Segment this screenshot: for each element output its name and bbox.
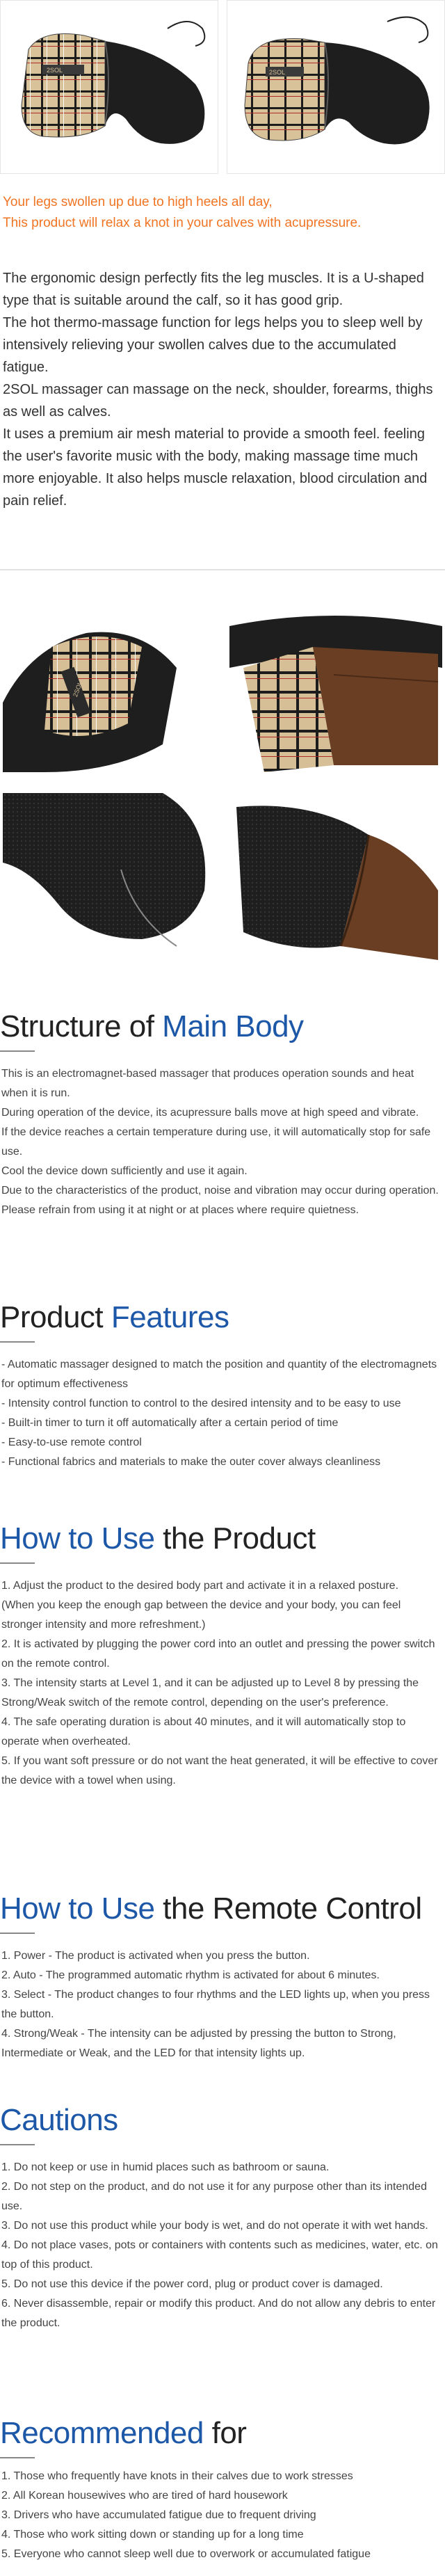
- body-line: 1. Do not keep or use in humid places such as bathroom or sauna.: [1, 2161, 330, 2173]
- body-line: 4. Those who work sitting down or standing up for a long time: [1, 2529, 304, 2541]
- body-line: If the device reaches a certain temperature during use, it will automatically stop for safe use.: [1, 1126, 431, 1158]
- title-plain: for: [203, 2416, 247, 2450]
- intro-paragraph: The hot thermo-massage function for legs helps you to sleep well by intensively relieving your swollen calves due to the accumulated fatigue.: [3, 315, 423, 375]
- divider: [0, 569, 445, 570]
- title-underline: [0, 2457, 35, 2458]
- section-title: [0, 2414, 445, 2453]
- section-body: [0, 1576, 439, 1791]
- intro-text: [3, 267, 439, 512]
- body-line: 5. Everyone who cannot sleep well due to overwork or accumulated fatigue: [1, 2548, 371, 2560]
- section-body: [0, 1064, 439, 1220]
- title-highlight: Recommended: [0, 2416, 204, 2450]
- body-line: 5. If you want soft pressure or do not want the heat generated, it will be effective to cover the device with a towel when using.: [1, 1755, 438, 1786]
- title-plain: the Product: [154, 1521, 316, 1555]
- section-title: [0, 1298, 445, 1337]
- section-structure: [0, 1007, 445, 1220]
- body-line: 3. The intensity starts at Level 1, and it can be adjusted up to Level 8 by pressing the Strong/Weak switch of the remote control, depending on the user's preference.: [1, 1677, 419, 1709]
- body-line: 2. Auto - The programmed automatic rhythm is activated for about 6 minutes.: [1, 1969, 380, 1981]
- svg-text:2SOL: 2SOL: [72, 680, 84, 698]
- body-line: 2. Do not step on the product, and do not use it for any purpose other than its intended use.: [1, 2181, 427, 2212]
- massager-closeup-image: [3, 605, 216, 772]
- title-highlight: How to Use: [0, 1891, 155, 1926]
- gallery-image-mesh-black: [3, 793, 216, 960]
- section-recommended: [0, 2414, 445, 2564]
- top-product-photos: [0, 0, 445, 188]
- body-line: 3. Do not use this product while your body is wet, and do not operate it with wet hands.: [1, 2220, 428, 2232]
- product-photo-angle: [227, 0, 445, 174]
- intro-paragraph: 2SOL massager can massage on the neck, shoulder, forearms, thighs as well as calves.: [3, 382, 433, 419]
- detail-photo-gallery: [0, 605, 445, 967]
- body-line: 3. Drivers who have accumulated fatigue due to frequent driving: [1, 2509, 316, 2521]
- tagline-line: This product will relax a knot in your calves with acupressure.: [3, 216, 362, 230]
- gallery-image-plaid-side: [3, 605, 216, 772]
- intro-paragraph: The ergonomic design perfectly fits the leg muscles. It is a U-shaped type that is suitable around the calf, so it has good grip.: [3, 271, 424, 308]
- title-highlight: Features: [111, 1300, 229, 1334]
- body-line: 5. Do not use this device if the power cord, plug or product cover is damaged.: [1, 2278, 383, 2290]
- title-underline: [0, 1341, 35, 1343]
- body-line: - Functional fabrics and materials to make the outer cover always cleanliness: [1, 1456, 381, 1468]
- body-line: Due to the characteristics of the product, noise and vibration may occur during operation. Please refrain from using it at night or at places where require quietness.: [1, 1185, 439, 1216]
- body-line: 3. Select - The product changes to four rhythms and the LED lights up, when you press the button.: [1, 1989, 430, 2020]
- title-plain: Structure of: [0, 1009, 163, 1043]
- body-line: 1. Those who frequently have knots in their calves due to work stresses: [1, 2470, 353, 2482]
- product-photo-front: [0, 0, 218, 174]
- section-title: [0, 1889, 445, 1928]
- tagline-line: Your legs swollen up due to high heels all day,: [3, 195, 273, 209]
- title-highlight: How to Use: [0, 1521, 155, 1555]
- title-underline: [0, 1933, 35, 1934]
- tagline: [3, 192, 442, 234]
- body-line: During operation of the device, its acupressure balls move at high speed and vibrate.: [1, 1107, 419, 1119]
- body-line: 4. Strong/Weak - The intensity can be adjusted by pressing the button to Strong, Intermediate or Weak, and the LED for that intensity lights up.: [1, 2028, 396, 2059]
- body-line: - Easy-to-use remote control: [1, 1437, 142, 1448]
- body-line: Cool the device down sufficiently and use it again.: [1, 1165, 248, 1177]
- section-body: [0, 2158, 439, 2333]
- massager-image-front: [1, 1, 218, 173]
- section-features: [0, 1298, 445, 1472]
- body-line: 1. Adjust the product to the desired body part and activate it in a relaxed posture.: [1, 1580, 399, 1592]
- section-how-to-use-remote: [0, 1889, 445, 2063]
- title-underline: [0, 1562, 35, 1564]
- body-line: 2. It is activated by plugging the power cord into an outlet and pressing the power switch on the remote control.: [1, 1638, 435, 1670]
- body-line: 4. Do not place vases, pots or containers with contents such as medicines, water, etc. on top of this product.: [1, 2239, 438, 2271]
- body-line: This is an electromagnet-based massager that produces operation sounds and heat when it is run.: [1, 1068, 414, 1099]
- body-line: 2. All Korean housewives who are tired of hard housework: [1, 2490, 288, 2502]
- section-cautions: [0, 2101, 445, 2333]
- intro-paragraph: It uses a premium air mesh material to provide a smooth feel. feeling the user's favorite music with the body, making massage time much more enjoyable. It also helps muscle relaxation, blood circulation and pain relief.: [3, 426, 428, 509]
- body-line: 1. Power - The product is activated when you press the button.: [1, 1950, 310, 1962]
- body-line: - Automatic massager designed to match the position and quantity of the electromagnets for optimum effectiveness: [1, 1359, 437, 1390]
- body-line: - Built-in timer to turn it off automatically after a certain period of time: [1, 1417, 339, 1429]
- title-plain: the Remote Control: [154, 1891, 422, 1926]
- title-underline: [0, 2144, 35, 2145]
- massager-closeup-image: [229, 793, 442, 960]
- section-body: [0, 1946, 439, 2063]
- svg-text:2SOL: 2SOL: [47, 67, 63, 74]
- massager-closeup-image: [229, 605, 442, 772]
- title-plain: Product: [0, 1300, 111, 1334]
- title-underline: [0, 1050, 35, 1052]
- section-title: [0, 1519, 445, 1558]
- section-body: [0, 1355, 439, 1472]
- body-line: 4. The safe operating duration is about 40 minutes, and it will automatically stop to operate when overheated.: [1, 1716, 406, 1747]
- gallery-image-mesh-brown: [229, 793, 442, 960]
- title-highlight: Cautions: [0, 2103, 118, 2137]
- section-title: [0, 2101, 445, 2140]
- massager-image-angle: [227, 1, 444, 173]
- section-body: [0, 2467, 439, 2564]
- section-title: [0, 1007, 445, 1046]
- massager-closeup-image: [3, 793, 216, 960]
- gallery-image-brown-side: [229, 605, 442, 772]
- svg-text:2SOL: 2SOL: [269, 69, 286, 76]
- section-how-to-use-product: [0, 1519, 445, 1791]
- body-line: (When you keep the enough gap between the device and your body, you can feel stronger intensity and more refreshment.): [1, 1599, 401, 1631]
- body-line: 6. Never disassemble, repair or modify this product. And do not allow any debris to enter the product.: [1, 2298, 436, 2329]
- title-highlight: Main Body: [162, 1009, 304, 1043]
- body-line: - Intensity control function to control to the desired intensity and to be easy to use: [1, 1398, 401, 1409]
